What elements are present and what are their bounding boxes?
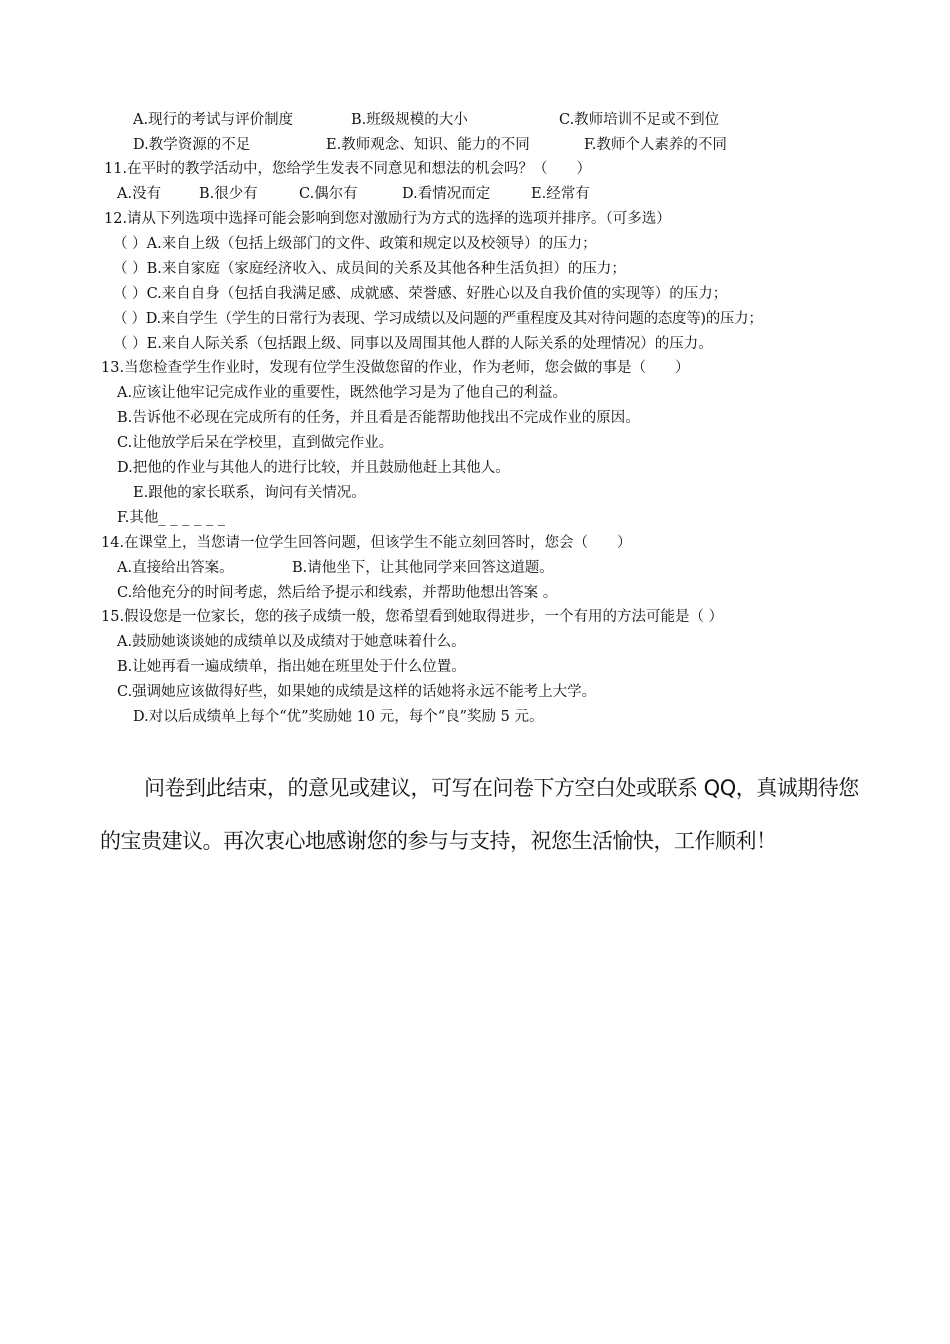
q15-option-d: D.对以后成绩单上每个“优”奖励她 10 元，每个“良”奖励 5 元。 [133,709,544,725]
q12-option-c: （ ）C.来自自身（包括自我满足感、成就感、荣誉感、好胜心以及自我价值的实现等）的压力； [113,286,728,302]
q13-option-d: D.把他的作业与其他人的进行比较，并且鼓励他赶上其他人。 [117,460,510,476]
q11-option-c: C.偶尔有 [299,186,358,202]
q12-option-e: （ ）E.来自人际关系（包括跟上级、同事以及周围其他人群的人际关系的处理情况）的压力。 [113,336,713,352]
q15-question: 15.假设您是一位家长，您的孩子成绩一般，您希望看到她取得进步，一个有用的方法可能是（ ） [101,609,724,625]
q10-option-e: E.教师观念、知识、能力的不同 [326,137,530,153]
q14-option-c: C.给他充分的时间考虑，然后给予提示和线索，并帮助他想出答案 。 [117,585,558,601]
q11-option-b: B.很少有 [199,186,258,202]
q13-option-f: F.其他_ _ _ _ _ _ [117,510,225,526]
q12-option-b: （ ）B.来自家庭（家庭经济收入、成员间的关系及其他各种生活负担）的压力； [113,261,626,277]
q13-option-a: A.应该让他牢记完成作业的重要性，既然他学习是为了他自己的利益。 [117,385,568,401]
q10-option-d: D.教学资源的不足 [133,137,251,153]
q10-option-c: C.教师培训不足或不到位 [559,112,720,128]
q12-option-d: （ ）D.来自学生（学生的日常行为表现、学习成绩以及问题的严重程度及其对待问题的态度等)的压力； [113,311,763,327]
q13-option-e: E.跟他的家长联系，询问有关情况。 [133,485,366,501]
q13-option-b: B.告诉他不必现在完成所有的任务，并且看是否能帮助他找出不完成作业的原因。 [117,410,640,426]
q11-option-d: D.看情况而定 [402,186,491,202]
q11-question: 11.在平时的教学活动中，您给学生发表不同意见和想法的机会吗？（ ） [104,161,592,177]
closing-message: 问卷到此结束，的意见或建议，可写在问卷下方空白处或联系 QQ，真诚期待您的宝贵建议。再次衷心地感谢您的参与与支持，祝您生活愉快，工作顺利！ [100,776,859,853]
q11-option-a: A.没有 [117,186,162,202]
q13-question: 13.当您检查学生作业时，发现有位学生没做您留的作业，作为老师，您会做的事是（ ） [101,360,690,376]
q12-question: 12.请从下列选项中选择可能会影响到您对激励行为方式的选择的选项并排序。（可多选） [104,211,671,227]
q11-option-e: E.经常有 [531,186,590,202]
q10-option-b: B.班级规模的大小 [351,112,468,128]
q13-option-c: C.让他放学后呆在学校里，直到做完作业。 [117,435,394,451]
q14-option-a: A.直接给出答案。 [117,560,234,576]
q14-question: 14.在课堂上，当您请一位学生回答问题，但该学生不能立刻回答时，您会（ ） [101,535,632,551]
q15-option-a: A.鼓励她谈谈她的成绩单以及成绩对于她意味着什么。 [117,634,466,650]
q10-option-f: F.教师个人素养的不同 [584,137,727,153]
q15-option-c: C.强调她应该做得好些，如果她的成绩是这样的话她将永远不能考上大学。 [117,684,597,700]
q12-option-a: （ ）A.来自上级（包括上级部门的文件、政策和规定以及校领导）的压力； [113,236,597,252]
q10-option-a: A.现行的考试与评价制度 [133,112,294,128]
q14-option-b: B.请他坐下，让其他同学来回答这道题。 [292,560,554,576]
q15-option-b: B.让她再看一遍成绩单，指出她在班里处于什么位置。 [117,659,466,675]
